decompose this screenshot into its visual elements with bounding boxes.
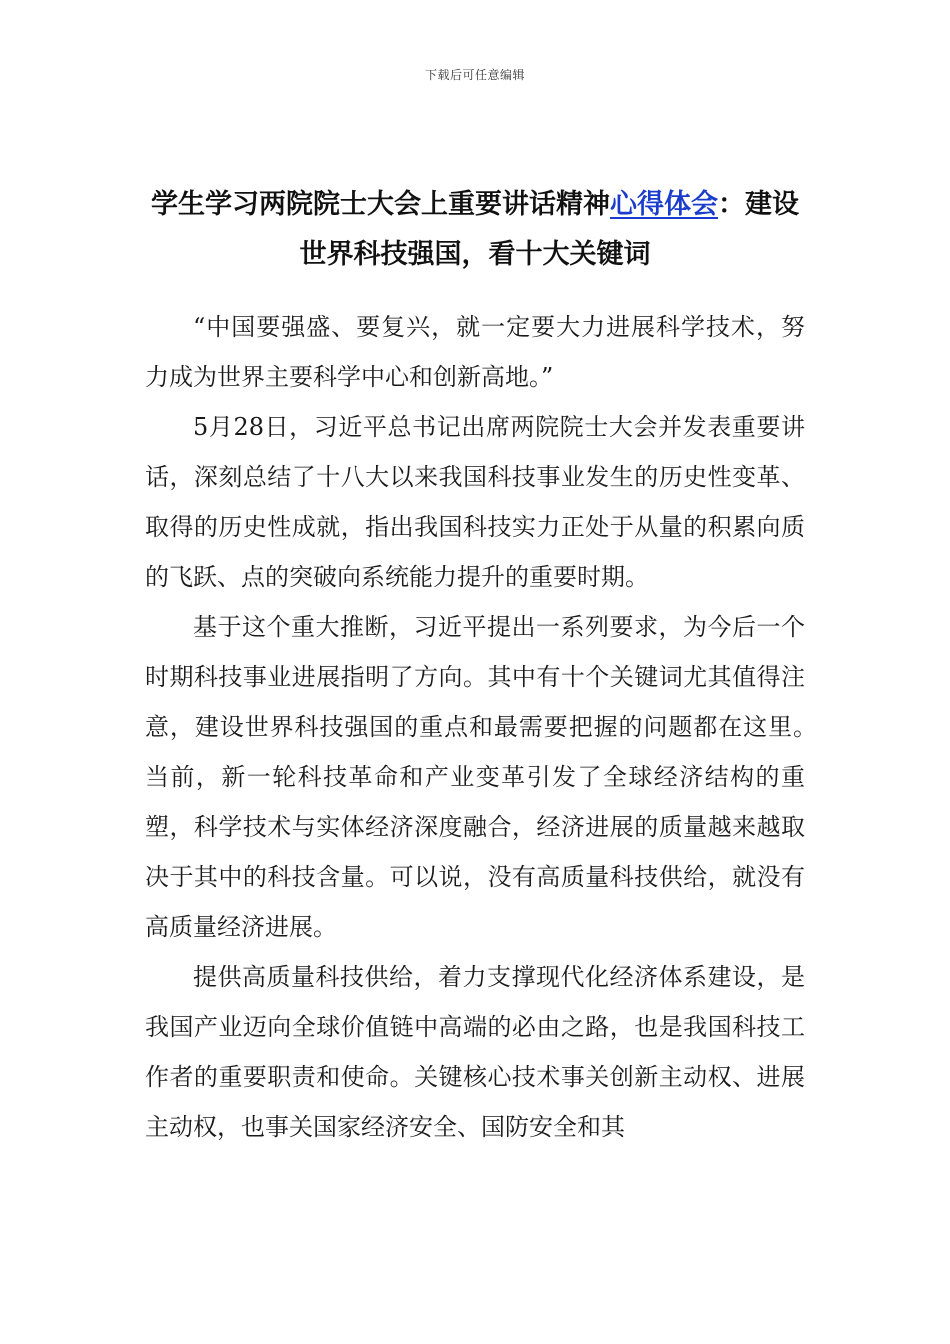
paragraph-4: 提供高质量科技供给，着力支撑现代化经济体系建设，是我国产业迈向全球价值链中高端的必由之路，也是我国科技工作者的重要职责和使命。关键核心技术事关创新主动权、进展主动权，也事关国家经济安全、国防安全和其 (145, 963, 805, 1141)
title-text-start: 学生学习两院院士大会上重要讲话精神 (151, 189, 610, 220)
header-note: 下载后可任意编辑 (424, 68, 525, 82)
title-text-end: ：建设世界科技强国，看十大关键词 (299, 189, 799, 270)
document-title (140, 180, 810, 280)
paragraph-2: 5月28日，习近平总书记出席两院院士大会并发表重要讲话，深刻总结了十八大以来我国科技事业发生的历史性变革、取得的历史性成就，指出我国科技实力正处于从量的积累向质的飞跃、点的突破向系统能力提升的重要时期。 (145, 413, 805, 591)
paragraph-1: “中国要强盛、要复兴，就一定要大力进展科学技术，努力成为世界主要科学中心和创新高地。” (145, 313, 805, 391)
document-body (145, 302, 829, 1152)
title-link[interactable]: 心得体会 (610, 189, 718, 220)
paragraph-3: 基于这个重大推断，习近平提出一系列要求，为今后一个时期科技事业进展指明了方向。其中有十个关键词尤其值得注意，建设世界科技强国的重点和最需要把握的问题都在这里。 当前，新一轮科技革命和产业变革引发了全球经济结构的重塑，科学技术与实体经济深度融合，经济进展的质量越来越取决于其中的科技含量。可以说，没有高质量科技供给，就没有高质量经济进展。 (145, 613, 829, 941)
